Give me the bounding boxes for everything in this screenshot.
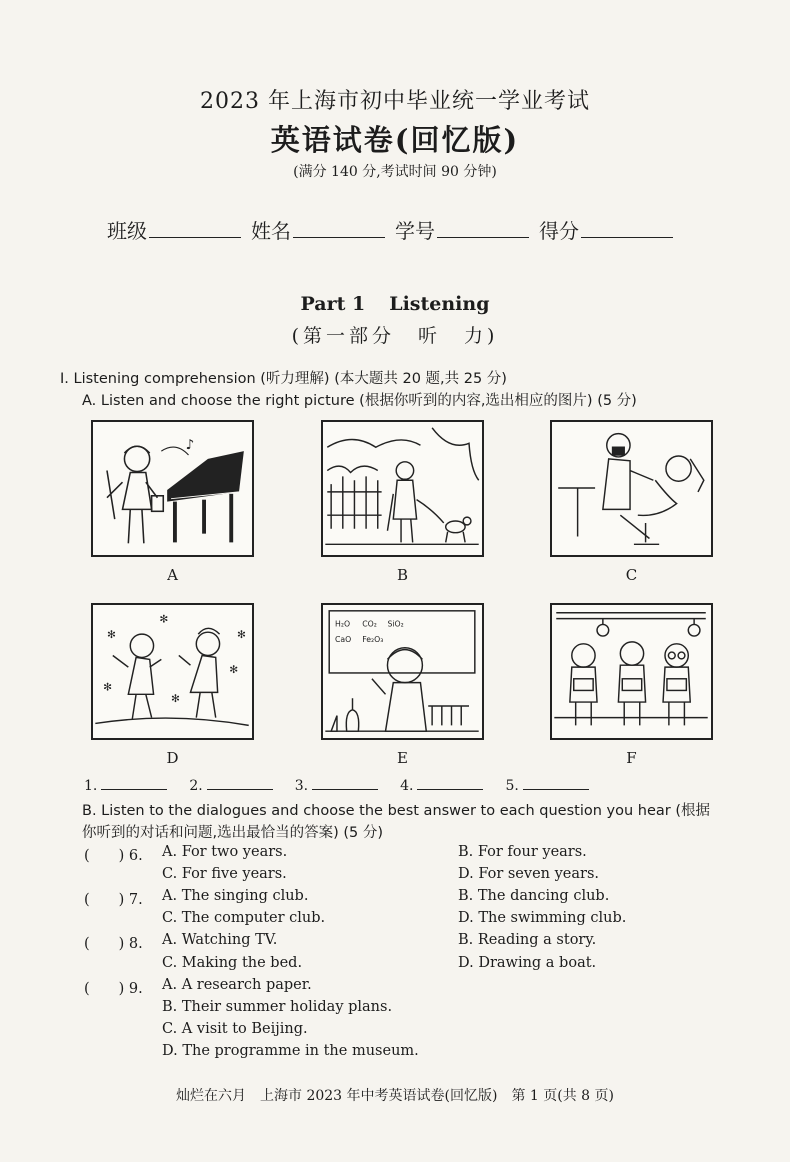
- question-6-number: ( ) 6.: [84, 848, 143, 864]
- part-name: Listening: [389, 293, 490, 315]
- id-label: 学号: [395, 219, 435, 243]
- name-label: 姓名: [251, 219, 291, 243]
- answer-4[interactable]: 4.: [400, 775, 483, 794]
- student-info-row: [107, 215, 683, 244]
- chemistry-teacher-icon: [323, 605, 482, 738]
- question-9-option-c: C. A visit to Beijing.: [162, 1021, 308, 1037]
- question-6-option-a: A. For two years.: [162, 844, 288, 860]
- paper-title: 英语试卷(回忆版): [270, 123, 520, 157]
- picture-c-label: C: [625, 566, 638, 584]
- svg-text:✻: ✻: [159, 612, 169, 626]
- students-reading-icon: [552, 605, 711, 738]
- conductor-piano-icon: [93, 422, 252, 555]
- picture-f: [550, 603, 713, 740]
- answer-row: [84, 775, 611, 794]
- picture-e: [321, 603, 484, 740]
- class-label: 班级: [107, 219, 147, 243]
- svg-text:✻: ✻: [106, 628, 116, 642]
- question-8-option-c: C. Making the bed.: [162, 955, 303, 971]
- part-title-cn: (第一部分 听 力): [291, 325, 499, 347]
- question-6-option-b: B. For four years.: [458, 844, 587, 860]
- question-8-number: ( ) 8.: [84, 936, 143, 952]
- picture-a-label: A: [167, 566, 178, 584]
- question-8-option-d: D. Drawing a boat.: [458, 955, 597, 971]
- picture-a: [91, 420, 254, 557]
- section-1-title: Ⅰ. Listening comprehension (听力理解) (本大题共 20 题,共 25 分): [60, 371, 507, 387]
- question-8-option-b: B. Reading a story.: [458, 932, 597, 948]
- svg-text:✻: ✻: [229, 662, 239, 676]
- section-b-instruction: B. Listen to the dialogues and choose the best answer to each question you hear (根据你听到的对话和问题,选出最恰当的答案) (5 分): [82, 803, 711, 841]
- question-6-option-d: D. For seven years.: [458, 866, 600, 882]
- picture-e-label: E: [397, 749, 408, 767]
- picture-c: [550, 420, 713, 557]
- old-woman-dog-icon: [323, 422, 482, 555]
- svg-text:♪: ♪: [185, 437, 195, 454]
- children-snow-icon: [93, 605, 252, 738]
- page-footer: 灿烂在六月 上海市 2023 年中考英语试卷(回忆版) 第 1 页(共 8 页): [176, 1088, 614, 1104]
- question-8-option-a: A. Watching TV.: [162, 932, 278, 948]
- question-9-option-b: B. Their summer holiday plans.: [162, 999, 393, 1015]
- svg-text:✻: ✻: [237, 628, 246, 642]
- answer-2[interactable]: 2.: [189, 775, 272, 794]
- class-blank[interactable]: [149, 215, 241, 238]
- board-h2o: H₂O: [335, 619, 351, 629]
- picture-b-label: B: [396, 566, 409, 584]
- picture-d: [91, 603, 254, 740]
- question-7-option-c: C. The computer club.: [162, 910, 326, 926]
- svg-text:✻: ✻: [103, 680, 113, 694]
- answer-5[interactable]: 5.: [505, 775, 588, 794]
- score-label: 得分: [539, 219, 579, 243]
- svg-text:✻: ✻: [171, 692, 180, 706]
- board-cao: CaO: [335, 634, 352, 644]
- board-co2: CO₂: [362, 619, 377, 629]
- section-a-instruction: A. Listen and choose the right picture (根据你听到的内容,选出相应的图片) (5 分): [82, 393, 637, 409]
- question-9-option-a: A. A research paper.: [162, 977, 312, 993]
- part-title: [0, 293, 790, 315]
- board-sio2: SiO₂: [387, 619, 404, 629]
- exam-info: (满分 140 分,考试时间 90 分钟): [293, 164, 497, 180]
- name-blank[interactable]: [293, 215, 385, 238]
- score-blank[interactable]: [581, 215, 673, 238]
- question-7-option-d: D. The swimming club.: [458, 910, 627, 926]
- board-fe2o3: Fe₂O₃: [362, 634, 384, 644]
- question-7-option-b: B. The dancing club.: [458, 888, 610, 904]
- picture-d-label: D: [166, 749, 179, 767]
- exam-title: 2023 年上海市初中毕业统一学业考试: [200, 89, 590, 114]
- picture-f-label: F: [626, 749, 637, 767]
- question-7-number: ( ) 7.: [84, 892, 143, 908]
- answer-3[interactable]: 3.: [295, 775, 378, 794]
- answer-1[interactable]: 1.: [84, 775, 167, 794]
- id-blank[interactable]: [437, 215, 529, 238]
- question-6-option-c: C. For five years.: [162, 866, 287, 882]
- question-9-option-d: D. The programme in the museum.: [162, 1043, 419, 1059]
- question-7-option-a: A. The singing club.: [162, 888, 309, 904]
- part-number: Part 1: [300, 293, 366, 315]
- question-9-number: ( ) 9.: [84, 981, 143, 997]
- picture-b: [321, 420, 484, 557]
- dentist-icon: [552, 422, 711, 555]
